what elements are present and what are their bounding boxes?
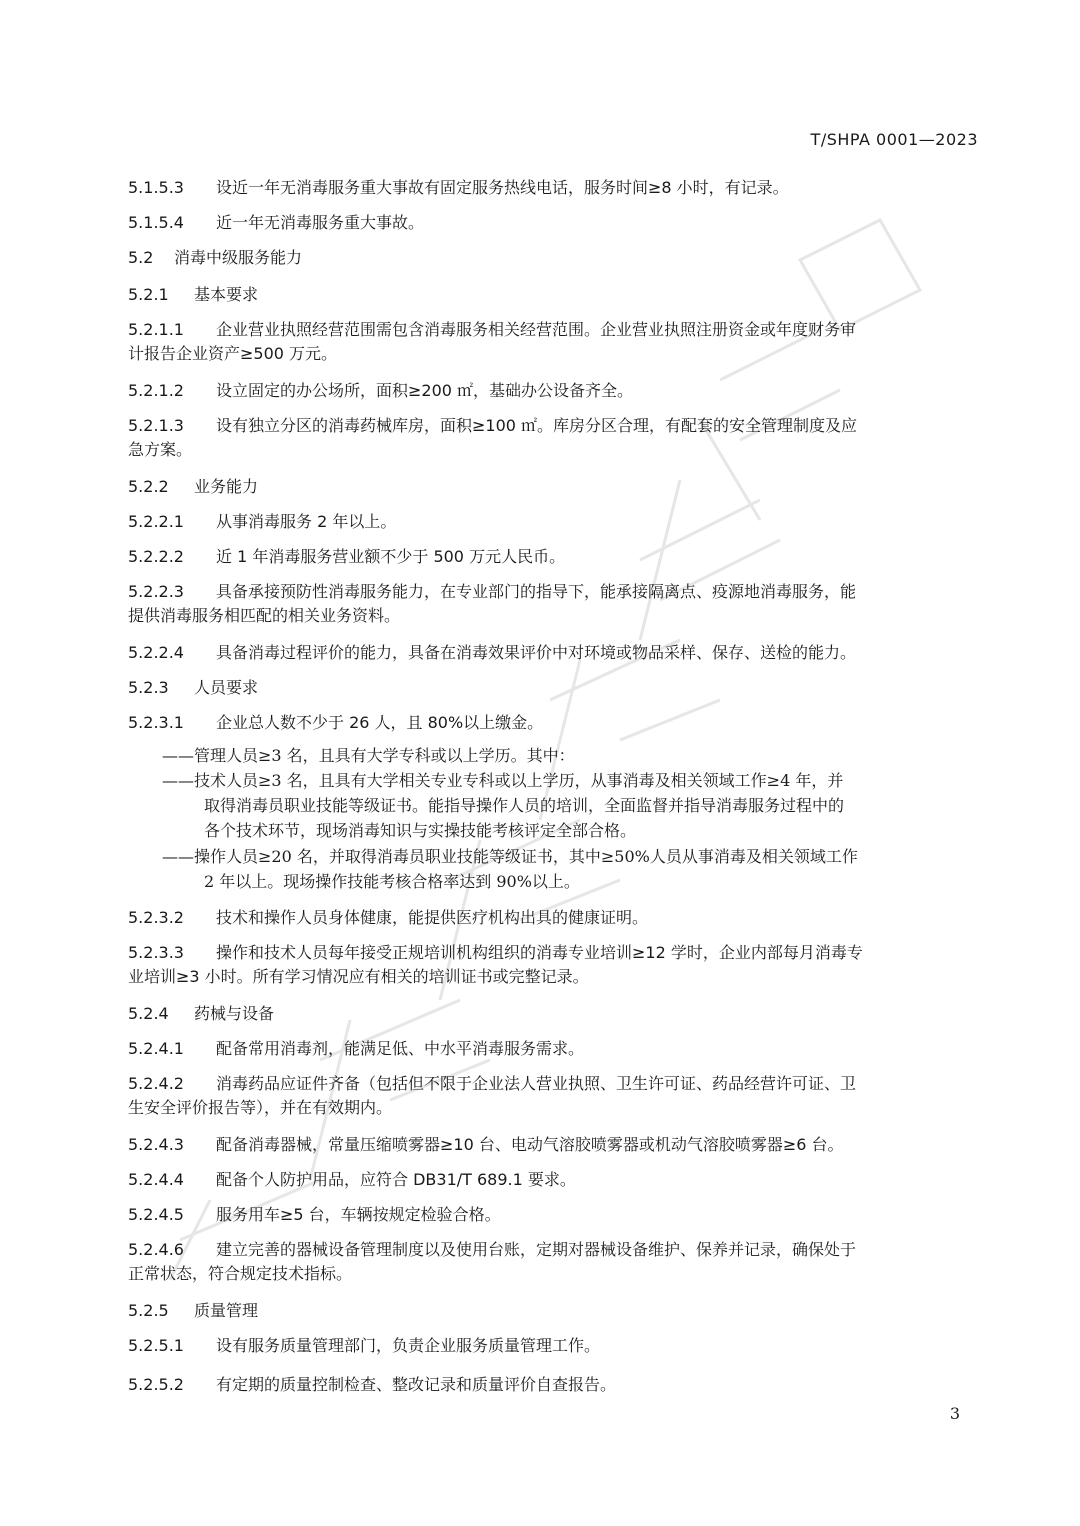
clause-text: 建立完善的器械设备管理制度以及使用台账，定期对器械设备维护、保养并记录，确保处于 bbox=[216, 1240, 857, 1259]
clause-line bbox=[128, 545, 978, 569]
clause-line bbox=[128, 711, 978, 735]
clause-number: 5.2.3.2 bbox=[128, 908, 184, 927]
clause-number: 5.1.5.3 bbox=[128, 178, 184, 197]
clause-line bbox=[128, 176, 978, 200]
clause-number: 5.2.5.2 bbox=[128, 1375, 184, 1394]
clause-text: 药械与设备 bbox=[194, 1004, 275, 1023]
clause-line bbox=[128, 1168, 978, 1192]
clause-number: 5.2.4.2 bbox=[128, 1074, 184, 1093]
clause-number: 5.2.4.1 bbox=[128, 1039, 184, 1058]
clause-line bbox=[128, 1238, 978, 1262]
clause-number: 5.2.2.1 bbox=[128, 512, 184, 531]
clause-number: 5.2.4 bbox=[128, 1004, 169, 1023]
clause-line bbox=[128, 1037, 978, 1061]
clause-continuation: 生安全评价报告等），并在有效期内。 bbox=[128, 1098, 393, 1117]
dash-list-item: ——操作人员≥20 名，并取得消毒员职业技能等级证书，其中≥50%人员从事消毒及相关领域工作 bbox=[162, 847, 858, 866]
clause-number: 5.2.4.4 bbox=[128, 1170, 184, 1189]
dash-list-continuation: 取得消毒员职业技能等级证书。能指导操作人员的培训，全面监督并指导消毒服务过程中的 bbox=[204, 796, 845, 815]
clause-line bbox=[128, 1203, 978, 1227]
clause-text: 企业营业执照经营范围需包含消毒服务相关经营范围。企业营业执照注册资金或年度财务审 bbox=[216, 320, 857, 339]
clause-number: 5.2.1 bbox=[128, 285, 169, 304]
clause-text: 配备消毒器械，常量压缩喷雾器≥10 台、电动气溶胶喷雾器或机动气溶胶喷雾器≥6 台。 bbox=[216, 1135, 844, 1154]
clause-continuation: 急方案。 bbox=[128, 440, 193, 459]
page-number: 3 bbox=[949, 1404, 960, 1423]
clause-number: 5.2.5 bbox=[128, 1301, 169, 1320]
clause-line bbox=[128, 246, 978, 270]
clause-number: 5.2.5.1 bbox=[128, 1336, 184, 1355]
clause-text: 业务能力 bbox=[194, 477, 259, 496]
clause-text: 设有独立分区的消毒药械库房，面积≥100 ㎡。库房分区合理，有配套的安全管理制度及应 bbox=[216, 416, 858, 435]
clause-continuation: 正常状态，符合规定技术指标。 bbox=[128, 1264, 353, 1283]
clause-number: 5.2.4.3 bbox=[128, 1135, 184, 1154]
clause-number: 5.2.2.4 bbox=[128, 643, 184, 662]
dash-list-continuation: 2 年以上。现场操作技能考核合格率达到 90%以上。 bbox=[204, 872, 580, 891]
clause-number: 5.2.2.3 bbox=[128, 582, 184, 601]
clause-line bbox=[128, 1373, 978, 1397]
clause-number: 5.2.1.1 bbox=[128, 320, 184, 339]
clause-text: 人员要求 bbox=[194, 678, 259, 697]
clause-text: 技术和操作人员身体健康，能提供医疗机构出具的健康证明。 bbox=[216, 908, 649, 927]
dash-list-item: ——技术人员≥3 名，且具有大学相关专业专科或以上学历，从事消毒及相关领域工作≥4 年，并 bbox=[162, 771, 844, 790]
clause-text: 服务用车≥5 台，车辆按规定检验合格。 bbox=[216, 1205, 501, 1224]
document-id: T/SHPA 0001—2023 bbox=[810, 130, 978, 149]
clause-line bbox=[128, 211, 978, 235]
clause-text: 消毒中级服务能力 bbox=[174, 248, 303, 267]
clause-text: 企业总人数不少于 26 人，且 80%以上缴金。 bbox=[216, 713, 544, 732]
clause-line bbox=[128, 318, 978, 342]
clause-text: 质量管理 bbox=[194, 1301, 259, 1320]
dash-list-continuation: 各个技术环节，现场消毒知识与实操技能考核评定全部合格。 bbox=[204, 821, 637, 840]
clause-line bbox=[128, 676, 978, 700]
clause-text: 基本要求 bbox=[194, 285, 259, 304]
clause-line bbox=[128, 941, 978, 965]
clause-line bbox=[128, 379, 978, 403]
clause-number: 5.2.2 bbox=[128, 477, 169, 496]
clause-number: 5.2.2.2 bbox=[128, 547, 184, 566]
clause-number: 5.2.3.3 bbox=[128, 943, 184, 962]
clause-text: 配备常用消毒剂，能满足低、中水平消毒服务需求。 bbox=[216, 1039, 585, 1058]
clause-text: 消毒药品应证件齐备（包括但不限于企业法人营业执照、卫生许可证、药品经营许可证、卫 bbox=[216, 1074, 857, 1093]
clause-number: 5.2.4.6 bbox=[128, 1240, 184, 1259]
clause-text: 设近一年无消毒服务重大事故有固定服务热线电话，服务时间≥8 小时，有记录。 bbox=[216, 178, 789, 197]
clause-line bbox=[128, 1133, 978, 1157]
clause-text: 近 1 年消毒服务营业额不少于 500 万元人民币。 bbox=[216, 547, 566, 566]
clause-line bbox=[128, 580, 978, 604]
clause-text: 近一年无消毒服务重大事故。 bbox=[216, 213, 425, 232]
clause-line bbox=[128, 283, 978, 307]
dash-list-item: ——管理人员≥3 名，且具有大学专科或以上学历。其中： bbox=[162, 746, 575, 765]
clause-continuation: 计报告企业资产≥500 万元。 bbox=[128, 344, 338, 363]
clause-number: 5.2.1.3 bbox=[128, 416, 184, 435]
clause-text: 设立固定的办公场所，面积≥200 ㎡，基础办公设备齐全。 bbox=[216, 381, 634, 400]
clause-number: 5.1.5.4 bbox=[128, 213, 184, 232]
clause-text: 从事消毒服务 2 年以上。 bbox=[216, 512, 397, 531]
clause-number: 5.2.3 bbox=[128, 678, 169, 697]
clause-line bbox=[128, 475, 978, 499]
clause-line bbox=[128, 1002, 978, 1026]
clause-continuation: 业培训≥3 小时。所有学习情况应有相关的培训证书或完整记录。 bbox=[128, 967, 589, 986]
clause-line bbox=[128, 1299, 978, 1323]
clause-number: 5.2.4.5 bbox=[128, 1205, 184, 1224]
clause-line bbox=[128, 414, 978, 438]
clause-line bbox=[128, 510, 978, 534]
clause-text: 设有服务质量管理部门，负责企业服务质量管理工作。 bbox=[216, 1336, 601, 1355]
clause-text: 具备消毒过程评价的能力，具备在消毒效果评价中对环境或物品采样、保存、送检的能力。 bbox=[216, 643, 857, 662]
clause-continuation: 提供消毒服务相匹配的相关业务资料。 bbox=[128, 606, 401, 625]
clause-text: 具备承接预防性消毒服务能力，在专业部门的指导下，能承接隔离点、疫源地消毒服务，能 bbox=[216, 582, 857, 601]
clause-text: 有定期的质量控制检查、整改记录和质量评价自查报告。 bbox=[216, 1375, 617, 1394]
clause-line bbox=[128, 1072, 978, 1096]
clause-number: 5.2.1.2 bbox=[128, 381, 184, 400]
clause-number: 5.2 bbox=[128, 248, 154, 267]
clause-line bbox=[128, 641, 978, 665]
clause-text: 操作和技术人员每年接受正规培训机构组织的消毒专业培训≥12 学时，企业内部每月消毒专 bbox=[216, 943, 863, 962]
clause-number: 5.2.3.1 bbox=[128, 713, 184, 732]
clause-line bbox=[128, 906, 978, 930]
clause-text: 配备个人防护用品，应符合 DB31/T 689.1 要求。 bbox=[216, 1170, 576, 1189]
clause-line bbox=[128, 1334, 978, 1358]
